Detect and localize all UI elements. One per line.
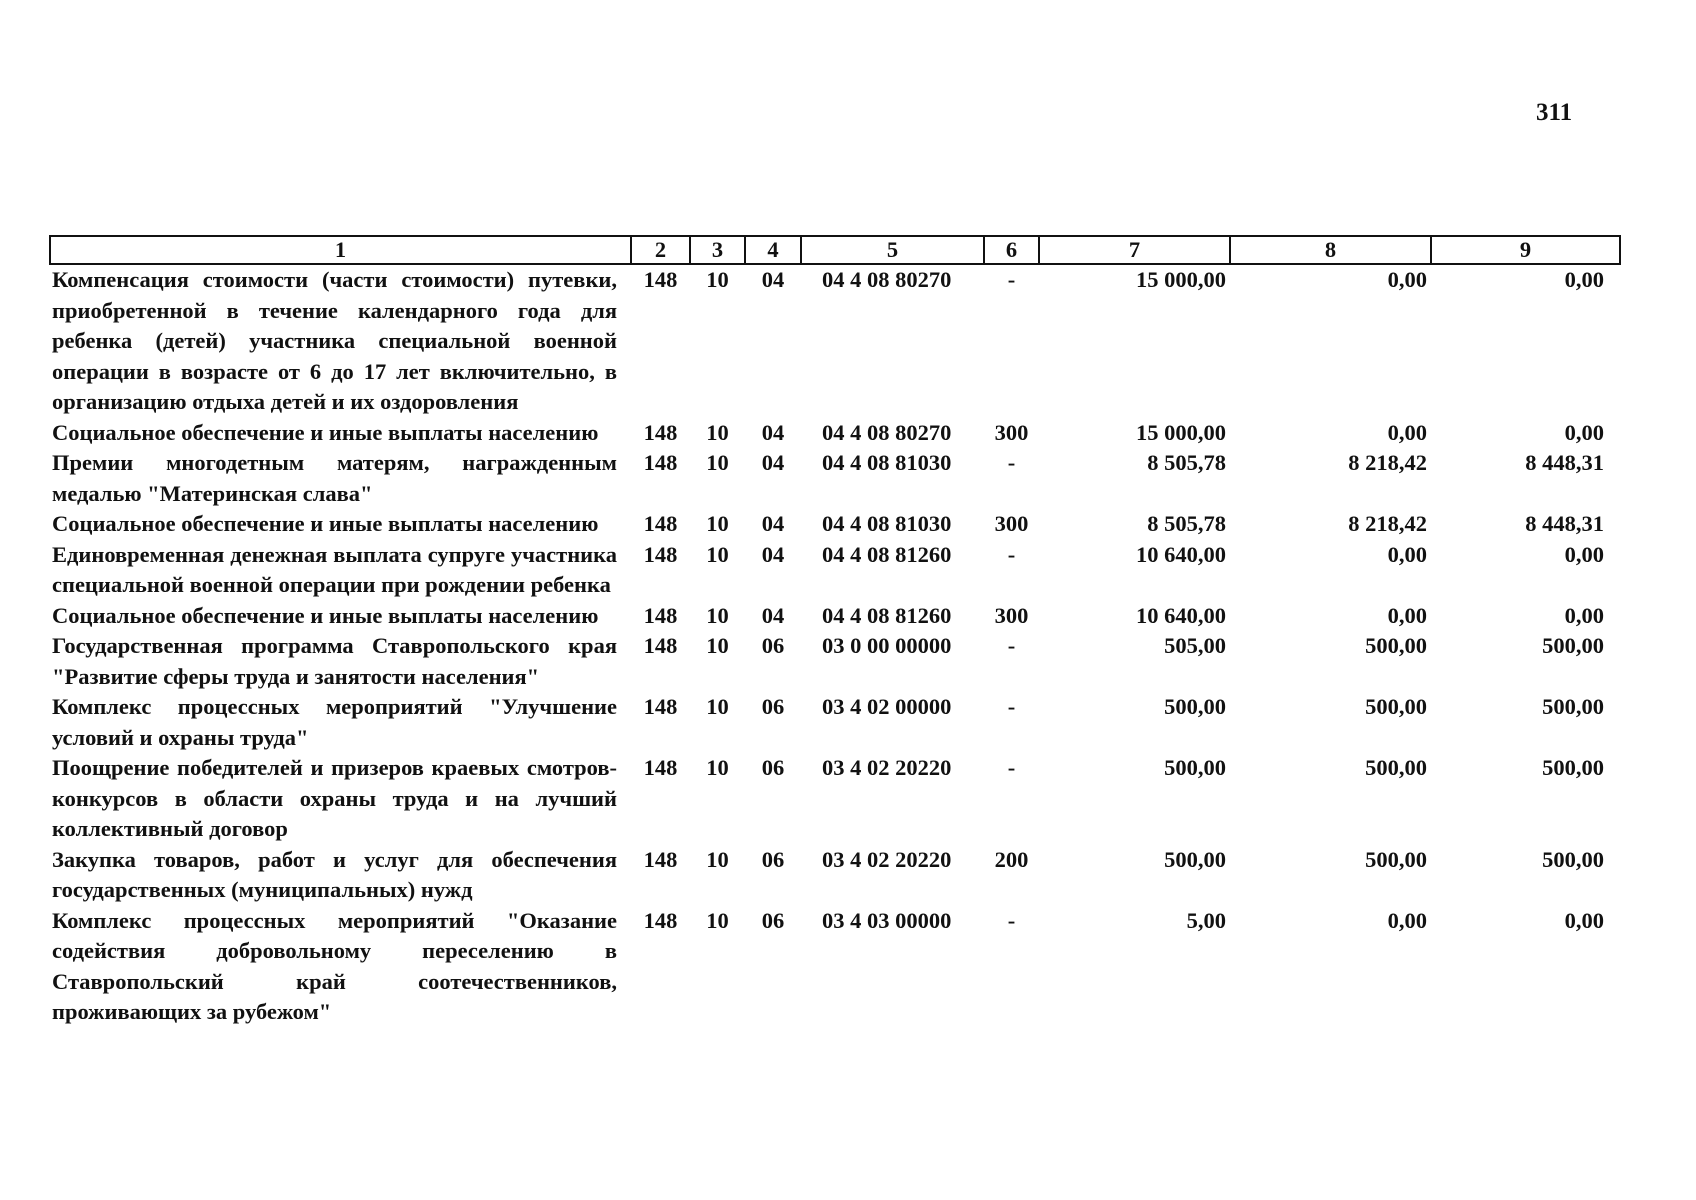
cell-col-2: 148 xyxy=(643,267,678,292)
cell-col-6: - xyxy=(1007,541,1016,567)
cell-col-5: 03 4 02 00000 xyxy=(822,694,952,719)
cell-col-2: 148 xyxy=(643,633,678,658)
column-header-2: 2 xyxy=(631,236,690,264)
cell-col-3: 10 xyxy=(706,511,729,536)
cell-col-3: 10 xyxy=(706,633,729,658)
cell-col-7: 8 505,78 xyxy=(1147,511,1226,536)
cell-col-8: 0,00 xyxy=(1387,907,1427,933)
cell-col-6: - xyxy=(1007,755,1016,780)
cell-col-7: 10 640,00 xyxy=(1136,602,1226,628)
cell-col-9: 0,00 xyxy=(1564,907,1604,933)
cell-col-7: 500,00 xyxy=(1164,755,1226,780)
item-name: Социальное обеспечение и иные выплаты населению xyxy=(52,419,599,445)
cell-col-4: 06 xyxy=(761,755,785,780)
cell-col-9: 8 448,31 xyxy=(1525,511,1604,536)
cell-col-5: 03 4 03 00000 xyxy=(822,907,952,933)
cell-col-3: 10 xyxy=(706,267,729,292)
cell-col-7: 10 640,00 xyxy=(1136,541,1226,567)
cell-col-4: 04 xyxy=(761,419,785,445)
item-name: Закупка товаров, работ и услуг для обеспечения государственных (муниципальных) нужд xyxy=(52,846,617,902)
cell-col-7: 500,00 xyxy=(1164,694,1226,719)
item-name: Социальное обеспечение и иные выплаты населению xyxy=(52,602,599,628)
cell-col-3: 10 xyxy=(706,602,729,628)
cell-col-5: 04 4 08 81030 xyxy=(822,450,952,475)
cell-col-7: 500,00 xyxy=(1164,846,1226,872)
page-number: 311 xyxy=(1536,99,1573,126)
table-row xyxy=(50,631,1620,692)
cell-col-4: 04 xyxy=(761,541,785,567)
cell-col-8: 0,00 xyxy=(1387,602,1427,628)
cell-col-9: 500,00 xyxy=(1542,633,1604,658)
item-name: Премии многодетным матерям, награжденным медалью "Материнская слава" xyxy=(52,450,617,506)
cell-col-3: 10 xyxy=(706,846,729,872)
cell-col-6: - xyxy=(1007,633,1016,658)
cell-col-4: 04 xyxy=(761,602,785,628)
column-header-6: 6 xyxy=(984,236,1039,264)
table-row xyxy=(50,418,1620,449)
cell-col-3: 10 xyxy=(706,907,729,933)
cell-col-5: 03 0 00 00000 xyxy=(822,633,952,658)
cell-col-6: - xyxy=(1007,450,1016,475)
cell-col-2: 148 xyxy=(643,907,678,933)
cell-col-6: 300 xyxy=(994,602,1029,628)
cell-col-8: 500,00 xyxy=(1365,633,1427,658)
cell-col-6: 200 xyxy=(994,846,1029,872)
cell-col-8: 500,00 xyxy=(1365,694,1427,719)
cell-col-2: 148 xyxy=(643,694,678,719)
table-row xyxy=(50,601,1620,632)
cell-col-8: 0,00 xyxy=(1387,541,1427,567)
cell-col-6: 300 xyxy=(994,511,1029,536)
cell-col-8: 8 218,42 xyxy=(1348,450,1427,475)
table-row xyxy=(50,692,1620,753)
cell-col-2: 148 xyxy=(643,450,678,475)
cell-col-5: 04 4 08 81260 xyxy=(822,541,952,567)
cell-col-7: 15 000,00 xyxy=(1136,267,1226,292)
cell-col-5: 04 4 08 81030 xyxy=(822,511,952,536)
column-header-3: 3 xyxy=(690,236,745,264)
cell-col-3: 10 xyxy=(706,755,729,780)
cell-col-4: 04 xyxy=(761,450,785,475)
cell-col-2: 148 xyxy=(643,602,678,628)
cell-col-7: 505,00 xyxy=(1164,633,1226,658)
cell-col-6: - xyxy=(1007,694,1016,719)
table-row xyxy=(50,845,1620,906)
cell-col-4: 06 xyxy=(761,633,785,658)
cell-col-5: 04 4 08 80270 xyxy=(822,267,952,292)
cell-col-5: 03 4 02 20220 xyxy=(822,846,952,872)
item-name: Социальное обеспечение и иные выплаты населению xyxy=(52,511,599,536)
column-header-5: 5 xyxy=(801,236,984,264)
cell-col-6: - xyxy=(1007,267,1016,292)
cell-col-2: 148 xyxy=(643,419,678,445)
cell-col-9: 500,00 xyxy=(1542,755,1604,780)
item-name: Компенсация стоимости (части стоимости) путевки, приобретенной в течение календарного года для ребенка (детей) участника специальной военной операции в возрасте от 6 до 17 лет включительно, в организацию отдыха детей и их оздоровления xyxy=(52,267,617,414)
cell-col-7: 8 505,78 xyxy=(1147,450,1226,475)
cell-col-2: 148 xyxy=(643,541,678,567)
cell-col-8: 8 218,42 xyxy=(1348,511,1427,536)
cell-col-4: 06 xyxy=(761,907,785,933)
cell-col-8: 500,00 xyxy=(1365,846,1427,872)
cell-col-3: 10 xyxy=(706,419,729,445)
header-row xyxy=(50,236,1620,264)
cell-col-5: 03 4 02 20220 xyxy=(822,755,952,780)
table-body xyxy=(50,264,1620,1028)
column-header-1: 1 xyxy=(50,236,631,264)
column-header-8: 8 xyxy=(1230,236,1431,264)
column-header-7: 7 xyxy=(1039,236,1230,264)
cell-col-5: 04 4 08 81260 xyxy=(822,602,952,628)
cell-col-2: 148 xyxy=(643,755,678,780)
cell-col-8: 0,00 xyxy=(1387,267,1427,292)
cell-col-5: 04 4 08 80270 xyxy=(822,419,952,445)
cell-col-4: 04 xyxy=(761,511,785,536)
table-row xyxy=(50,753,1620,845)
cell-col-4: 06 xyxy=(761,694,785,719)
item-name: Комплекс процессных мероприятий "Оказание содействия добровольному переселению в Ставропольский край соотечественников, проживающих за рубежом" xyxy=(52,907,617,1024)
cell-col-7: 5,00 xyxy=(1186,907,1226,933)
cell-col-6: - xyxy=(1007,907,1016,933)
item-name: Единовременная денежная выплата супруге участника специальной военной операции при рождении ребенка xyxy=(52,541,617,597)
cell-col-2: 148 xyxy=(643,846,678,872)
cell-col-9: 0,00 xyxy=(1564,602,1604,628)
cell-col-9: 500,00 xyxy=(1542,846,1604,872)
cell-col-8: 0,00 xyxy=(1387,419,1427,445)
table-header xyxy=(50,236,1620,264)
cell-col-9: 0,00 xyxy=(1564,541,1604,567)
cell-col-4: 04 xyxy=(761,267,785,292)
column-header-9: 9 xyxy=(1431,236,1620,264)
cell-col-9: 8 448,31 xyxy=(1525,450,1604,475)
table-row xyxy=(50,509,1620,540)
cell-col-8: 500,00 xyxy=(1365,755,1427,780)
cell-col-6: 300 xyxy=(994,419,1029,445)
column-header-4: 4 xyxy=(745,236,801,264)
cell-col-9: 500,00 xyxy=(1542,694,1604,719)
item-name: Государственная программа Ставропольского края "Развитие сферы труда и занятости населения" xyxy=(52,633,617,689)
budget-table xyxy=(49,235,1621,1028)
cell-col-9: 0,00 xyxy=(1564,267,1604,292)
cell-col-4: 06 xyxy=(761,846,785,872)
table-row xyxy=(50,448,1620,509)
table-row xyxy=(50,264,1620,418)
cell-col-7: 15 000,00 xyxy=(1136,419,1226,445)
item-name: Комплекс процессных мероприятий "Улучшение условий и охраны труда" xyxy=(52,694,617,750)
cell-col-3: 10 xyxy=(706,541,729,567)
item-name: Поощрение победителей и призеров краевых смотров-конкурсов в области охраны труда и на лучший коллективный договор xyxy=(52,755,617,841)
table-row xyxy=(50,540,1620,601)
table-row xyxy=(50,906,1620,1028)
cell-col-9: 0,00 xyxy=(1564,419,1604,445)
cell-col-3: 10 xyxy=(706,694,729,719)
cell-col-3: 10 xyxy=(706,450,729,475)
cell-col-2: 148 xyxy=(643,511,678,536)
